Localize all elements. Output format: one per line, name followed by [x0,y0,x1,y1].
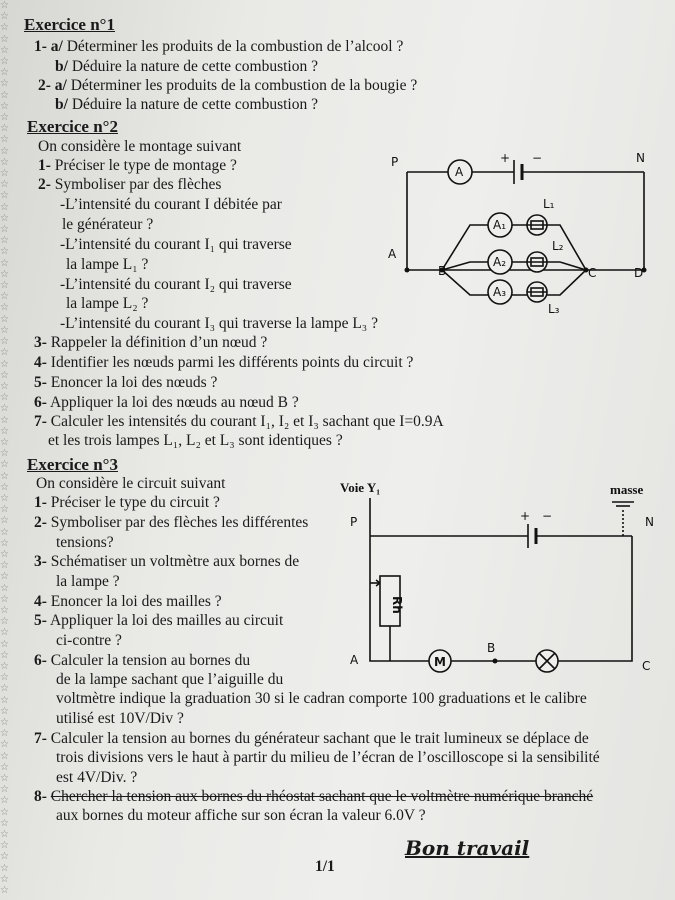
voie-label: Voie Y₁ [340,480,381,495]
label-c2: C [642,659,651,673]
l3-label: L₃ [548,302,560,316]
ex3-line: 5- Appliquer la loi des mailles au circuit [34,612,284,629]
ex2-line: -L’intensité du courant I₁ qui traverse [60,236,292,253]
ex2-line: 7- Calculer les intensités du courant I₁, I₂ et I₃ sachant que I=0.9A [34,413,444,430]
exercise-2-title: Exercice n°2 [27,117,118,136]
ex1-q1b: b/ Déduire la nature de cette combustion ? [55,58,318,75]
ex3-line: 7- Calculer la tension au bornes du générateur sachant que le trait lumineux se déplace de [34,730,589,747]
ex2-line: 1- Préciser le type de montage ? [38,157,237,174]
l2-label: L₂ [552,239,564,253]
ex3-line: 3- Schématiser un voltmètre aux bornes de [34,553,300,570]
label-c: C [588,266,597,280]
ex2-line: la lampe L₁ ? [66,256,149,273]
exercise-3-title: Exercice n°3 [27,455,118,474]
exercise-1-title: Exercice n°1 [24,15,115,34]
ex1-q2a: 2- a/ Déterminer les produits de la combustion de la bougie ? [38,77,418,94]
a2-label: A₂ [493,255,507,269]
label-plus2: + [520,509,531,523]
ex3-line: 1- Préciser le type du circuit ? [34,494,220,511]
motor-label: M [434,655,446,669]
l1-label: L₁ [543,197,555,211]
ex3-line: la lampe ? [56,573,120,590]
series-circuit-diagram [340,478,670,678]
ex2-line: le générateur ? [62,216,154,233]
ex3-line: utilisé est 10V/Div ? [56,710,184,727]
ex3-line: tensions? [56,534,114,551]
ex2-line: -L’intensité du courant I₂ qui traverse [60,276,292,293]
page-number: 1/1 [315,858,335,875]
ex3-line: voltmètre indique la graduation 30 si le cadran comporte 100 graduations et le calibre [56,690,587,707]
label-p2: P [350,515,358,529]
label-p: P [391,155,399,169]
label-n2: N [645,515,654,529]
label-plus: + [500,151,511,165]
label-b: B [438,264,447,278]
ex1-q2b: b/ Déduire la nature de cette combustion ? [55,96,318,113]
ex3-line: 8- Chercher la tension aux bornes du rhéostat sachant que le voltmètre numérique branché [34,788,594,805]
ex2-line: 6- Appliquer la loi des nœuds au nœud B ? [34,394,299,411]
ex2-line: 4- Identifier les nœuds parmi les différents points du circuit ? [34,354,414,371]
ammeter-label: A [455,165,464,179]
ex2-line: -L’intensité du courant I₃ qui traverse la lampe L₃ ? [60,315,378,332]
ex3-line: trois divisions vers le haut à partir du milieu de l’écran de l’oscilloscope si la sensibilité [56,749,600,766]
ex3-line: de la lampe sachant que l’aiguille du [56,671,284,688]
ex3-line: 2- Symboliser par des flèches les différentes [34,514,309,531]
ex3-line: ci-contre ? [56,632,122,649]
ex3-line: 6- Calculer la tension au bornes du [34,652,251,669]
a1-label: A₁ [493,218,507,232]
closing-signature: Bon travail [405,836,530,860]
ex3-line: aux bornes du moteur affiche sur son écran la valeur 6.0V ? [56,807,426,824]
star-border-decoration: ☆ ☆ ☆ ☆ ☆ ☆ ☆ ☆ ☆ ☆ ☆ ☆ ☆ ☆ ☆ ☆ ☆ ☆ ☆ ☆ ☆ ☆ ☆ ☆ ☆ ☆ ☆ ☆ ☆ ☆ ☆ ☆ ☆ ☆ ☆ ☆ ☆ ☆ ☆ ☆ ☆ ☆ ☆ ☆ ☆ ☆ ☆ ☆ ☆ ☆ ☆ ☆ ☆ ☆ ☆ ☆ ☆ ☆ ☆ ☆ ☆ ☆ ☆ ☆ ☆ ☆ ☆ ☆ ☆ ☆ ☆ ☆ ☆ ☆ ☆ ☆ ☆ ☆ ☆ ☆ [0,0,9,897]
rheostat-label: Rh [390,596,404,614]
ex2-line: -L’intensité du courant I débitée par [60,196,282,213]
masse-label: masse [610,482,644,497]
ex2-intro: On considère le montage suivant [38,138,242,155]
label-a2: A [350,653,359,667]
label-minus2: − [542,509,553,523]
ex2-line: 3- Rappeler la définition d’un nœud ? [34,334,268,351]
ex2-line: et les trois lampes L₁, L₂ et L₃ sont identiques ? [48,432,343,449]
ex2-line: 5- Enoncer la loi des nœuds ? [34,374,218,391]
ex3-line: 4- Enoncer la loi des mailles ? [34,593,222,610]
label-d: D [634,266,644,280]
a3-label: A₃ [493,285,507,299]
label-n: N [636,151,645,165]
ex1-q1a: 1- a/ Déterminer les produits de la combustion de l’alcool ? [34,38,404,55]
label-minus: − [532,151,543,165]
ex2-line: 2- Symboliser par des flèches [38,176,222,193]
ex3-intro: On considère le circuit suivant [36,475,226,492]
parallel-circuit-diagram [380,150,670,320]
ex3-line: est 4V/Div. ? [56,769,138,786]
label-a: A [388,247,397,261]
lamp [536,650,558,672]
label-b2: B [487,641,496,655]
ex2-line: la lampe L₂ ? [66,295,149,312]
